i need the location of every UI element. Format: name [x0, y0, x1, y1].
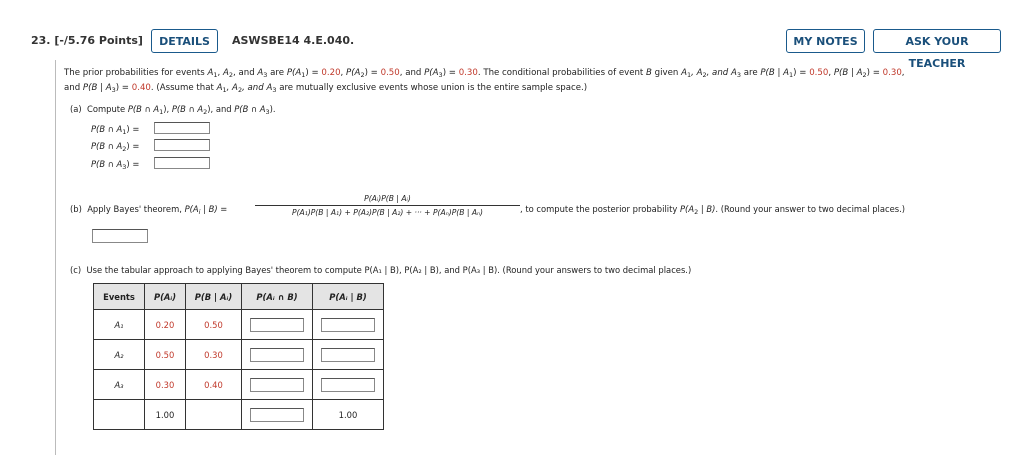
my-notes-button[interactable]: MY NOTES — [786, 29, 865, 53]
header-conditional: P(B | Aᵢ) — [186, 284, 242, 310]
question-left-rule — [55, 60, 56, 455]
bayes-numerator: P(Aᵢ)P(B | Aᵢ) — [364, 194, 411, 203]
posterior-input-a3[interactable] — [321, 378, 375, 392]
answer-input-b-and-a1[interactable] — [154, 122, 210, 134]
table-total-row — [94, 400, 384, 430]
conditional-cell: 0.30 — [186, 340, 242, 370]
part-a-label-1: P(B ∩ $A_1$) = — [91, 124, 140, 136]
ask-teacher-button[interactable]: ASK YOUR TEACHER — [873, 29, 1001, 53]
question-code: ASWSBE14 4.E.040. — [232, 34, 355, 47]
details-button[interactable]: DETAILS — [151, 29, 218, 53]
joint-input-a3[interactable] — [250, 378, 304, 392]
header-events: Events — [94, 284, 145, 310]
part-a-label-2: P(B ∩ $A_2$) = — [91, 141, 140, 153]
header-posterior: P(Aᵢ | B) — [313, 284, 384, 310]
total-event-cell — [94, 400, 145, 430]
part-a-label-3: P(B ∩ $A_3$) = — [91, 159, 140, 171]
answer-input-b-and-a2[interactable] — [154, 139, 210, 151]
prior-cell: 0.30 — [145, 370, 186, 400]
joint-input-total[interactable] — [250, 408, 304, 422]
posterior-input-a2[interactable] — [321, 348, 375, 362]
event-cell: A₂ — [94, 340, 145, 370]
part-c-prompt: (c) Use the tabular approach to applying Bayes' theorem to compute P(A₁ | B), P(A₂ | B), and P(A₃ | B). (Round your answers to two decimal places.) — [70, 265, 692, 275]
prior-cell: 0.20 — [145, 310, 186, 340]
prior-cell: 0.50 — [145, 340, 186, 370]
question-stem: The prior probabilities for events $A_1$, $A_2$, and $A_3$ are $P(A_1) = 0.20$, $P(A_2) = 0.50$, and $P(A_3) = 0.30$. The conditional probabilities of event B given $A_1$, $A_2$, and $A_3$ are P(B | $A_1) = 0.50$, P(B | $A_2) = 0.30$, and P(B | $A_3) = 0.40$. (Assume that $A_1$, $A_2$, and $A_3$ are mutually exclusive events whose union is the entire sample space.) — [64, 68, 905, 94]
total-conditional-cell — [186, 400, 242, 430]
event-cell: A₃ — [94, 370, 145, 400]
conditional-cell: 0.50 — [186, 310, 242, 340]
bayes-denominator: P(A₁)P(B | A₁) + P(A₂)P(B | A₂) + ··· + P(Aₙ)P(B | Aₙ) — [291, 208, 484, 217]
table-row — [94, 340, 384, 370]
bayes-formula-fraction — [255, 194, 520, 217]
table-row — [94, 370, 384, 400]
answer-input-posterior-a2[interactable] — [92, 229, 148, 243]
table-header-row — [94, 284, 384, 310]
part-b-instructions: , to compute the posterior probability $P(A_2$ | B). (Round your answer to two decimal places.) — [520, 204, 906, 216]
question-header — [0, 0, 1024, 70]
header-prior: P(Aᵢ) — [145, 284, 186, 310]
total-prior-cell: 1.00 — [145, 400, 186, 430]
posterior-input-a1[interactable] — [321, 318, 375, 332]
header-joint: P(Aᵢ ∩ B) — [242, 284, 313, 310]
conditional-cell: 0.40 — [186, 370, 242, 400]
total-posterior-cell: 1.00 — [313, 400, 384, 430]
bayes-table — [93, 283, 384, 430]
part-a-prompt: (a) Compute P(B ∩ $A_1$), P(B ∩ $A_2$), and P(B ∩ $A_3$). — [70, 104, 276, 116]
table-row — [94, 310, 384, 340]
joint-input-a1[interactable] — [250, 318, 304, 332]
fraction-bar — [255, 205, 520, 206]
event-cell: A₁ — [94, 310, 145, 340]
question-number: 23. [-/5.76 Points] — [31, 34, 143, 47]
answer-input-b-and-a3[interactable] — [154, 157, 210, 169]
part-b-prompt: (b) Apply Bayes' theorem, $P(A_i$ | B) = — [70, 204, 228, 216]
joint-input-a2[interactable] — [250, 348, 304, 362]
